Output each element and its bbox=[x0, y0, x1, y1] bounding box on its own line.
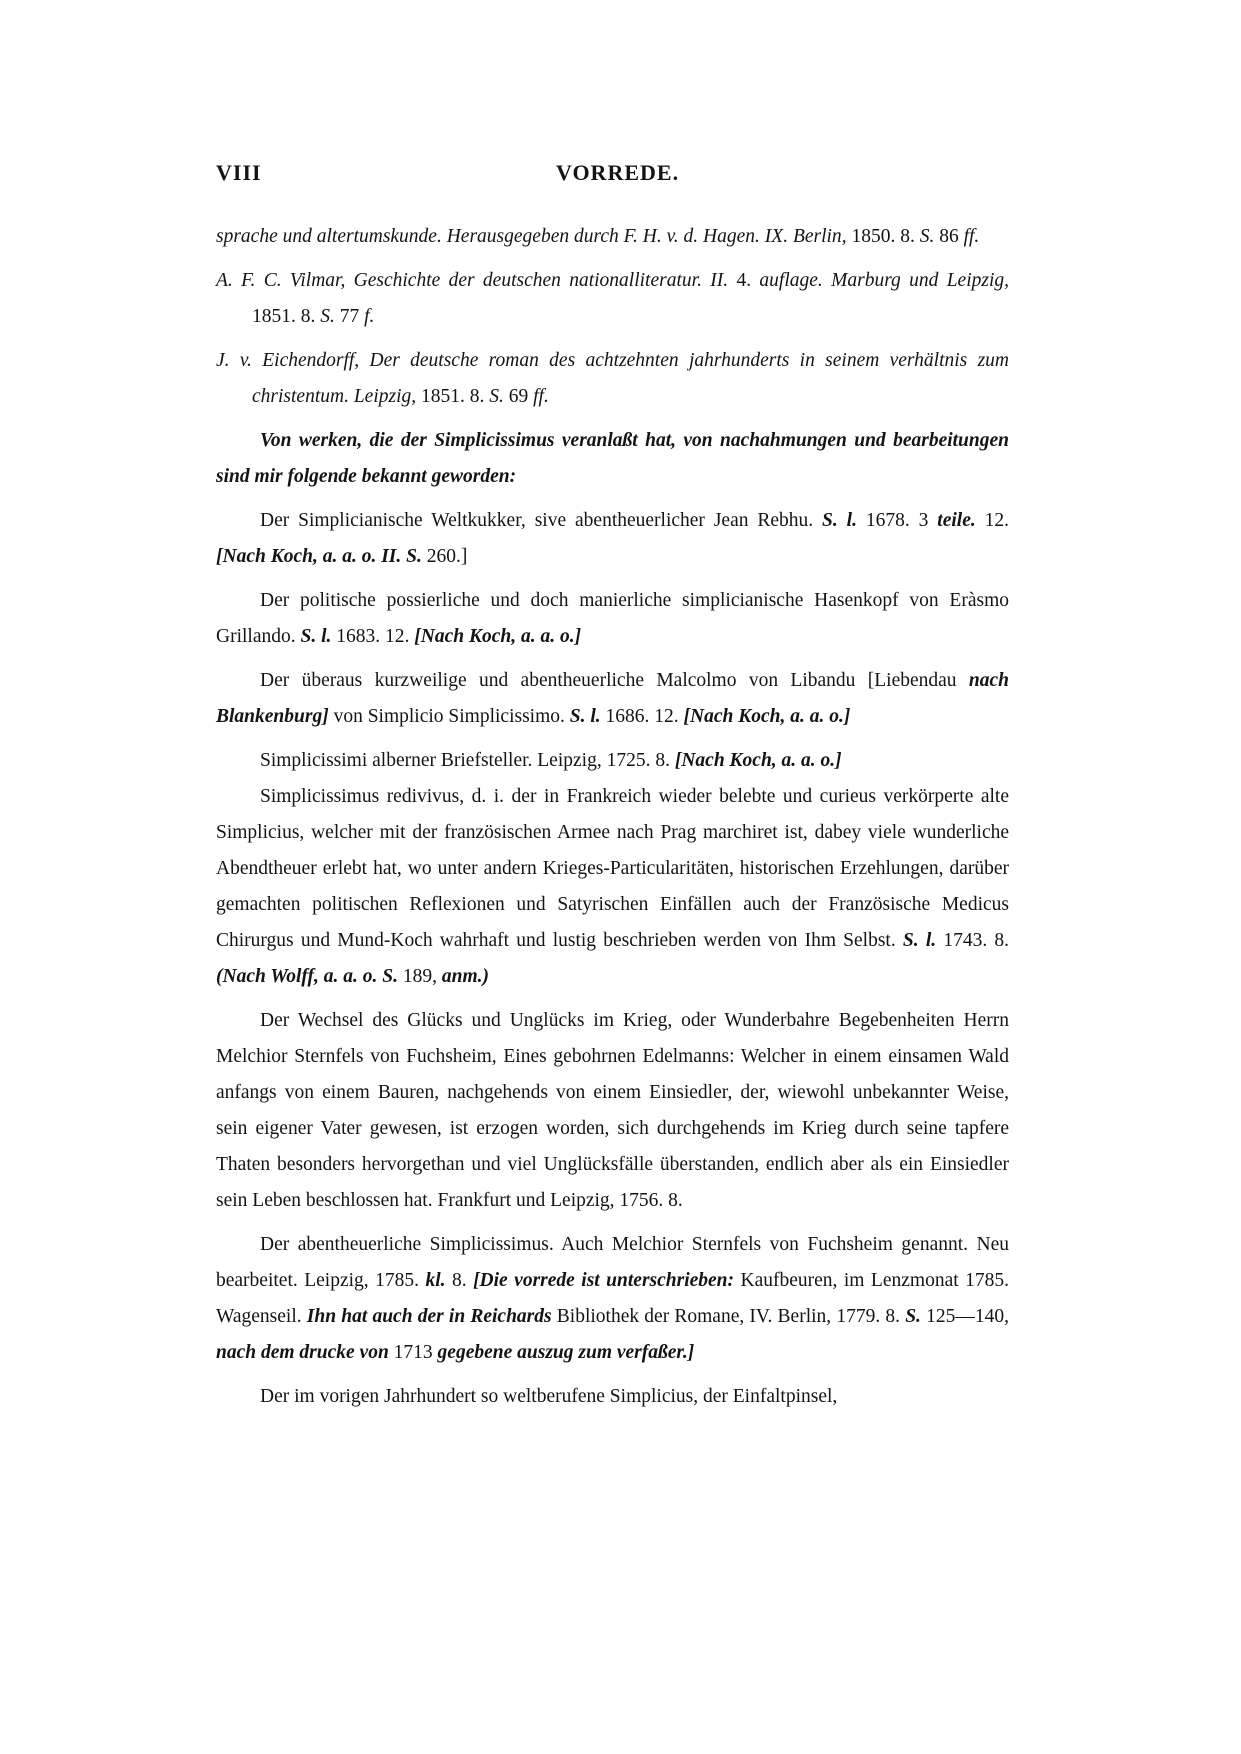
reference-eichendorff: J. v. Eichendorff, Der deutsche roman des achtzehnten jahrhunderts in seinem verhältnis zum christentum. Leipzig, 1851. 8. S. 69 ff. bbox=[216, 350, 1009, 407]
entry-abentheuerliche: Der abentheuerliche Simplicissimus. Auch Melchior Sternfels von Fuchsheim genannt. Neu bearbeitet. Leipzig, 1785. kl. 8. [Die vorrede ist unterschrieben: Kaufbeuren, im Lenzmonat 1785. Wagenseil. Ihn hat auch der in Reichards Bibliothek der Romane, IV. Berlin, 1779. 8. S. 125—140, nach dem drucke von 1713 gegebene auszug zum verfaßer.] bbox=[216, 1234, 1009, 1363]
entry-weltkukker: Der Simplicianische Weltkukker, sive abentheuerlicher Jean Rebhu. S. l. 1678. 3 teile. 12. [Nach Koch, a. a. o. II. S. 260.] bbox=[216, 510, 1010, 567]
page-body bbox=[216, 219, 1009, 1423]
entry-wechsel: Der Wechsel des Glücks und Unglücks im Krieg, oder Wunderbahre Begebenheiten Herrn Melchior Sternfels von Fuchsheim, Eines gebohrnen Edelmanns: Welcher in einem einsamen Wald anfangs von einem Bauren, nachgehends von einem Einsiedler, der, wiewohl unbekannter Weise, sein eigener Vater gewesen, ist erzogen worden, sich durchgehends im Krieg durch seine tapfere Thaten besonders hervorgethan und viel Unglücksfälle überstanden, endlich aber als ein Einsiedler sein Leben beschlossen hat. Frankfurt und Leipzig, 1756. 8. bbox=[216, 1010, 1009, 1211]
entry-malcolmo: Der überaus kurzweilige und abentheuerliche Malcolmo von Libandu [Liebendau nach Blankenburg] von Simplicio Simplicissimo. S. l. 1686. 12. [Nach Koch, a. a. o.] bbox=[216, 670, 1009, 727]
page-number: VIII bbox=[216, 160, 262, 185]
entry-briefsteller: Simplicissimi alberner Briefsteller. Leipzig, 1725. 8. [Nach Koch, a. a. o.] bbox=[260, 750, 842, 771]
entry-redivivus: Simplicissimus redivivus, d. i. der in Frankreich wieder belebte und curieus verkörperte alte Simplicius, welcher mit der französischen Armee nach Prag marchiret ist, dabey viele wunderliche Abendtheuer erlebt hat, wo unter andern Krieges-Particularitäten, historischen Erzehlungen, darüber gemachten politischen Reflexionen und Satyrischen Einfällen auch der Französische Medicus Chirurgus und Mund-Koch wahrhaft und lustig beschrieben werden von Ihm Selbst. S. l. 1743. 8. (Nach Wolff, a. a. o. S. 189, anm.) bbox=[216, 786, 1010, 987]
reference-vilmar: A. F. C. Vilmar, Geschichte der deutschen nationalliteratur. II. 4. auflage. Marburg und Leipzig, 1851. 8. S. 77 f. bbox=[216, 270, 1010, 327]
intro-paragraph: Von werken, die der Simplicissimus veranlaßt hat, von nachahmungen und bearbeitungen sind mir folgende bekannt geworden: bbox=[216, 430, 1009, 487]
entry-hasenkopf: Der politische possierliche und doch manierliche simplicianische Hasenkopf von Eràsmo Grillando. S. l. 1683. 12. [Nach Koch, a. a. o.] bbox=[216, 590, 1009, 647]
running-title: VORREDE. bbox=[556, 160, 680, 185]
reference-hagen: sprache und altertumskunde. Herausgegeben durch F. H. v. d. Hagen. IX. Berlin, 1850. 8. S. 86 ff. bbox=[216, 226, 980, 247]
entry-einfaltpinsel: Der im vorigen Jahrhundert so weltberufene Simplicius, der Einfaltpinsel, bbox=[260, 1386, 838, 1407]
page-header bbox=[216, 160, 1016, 194]
